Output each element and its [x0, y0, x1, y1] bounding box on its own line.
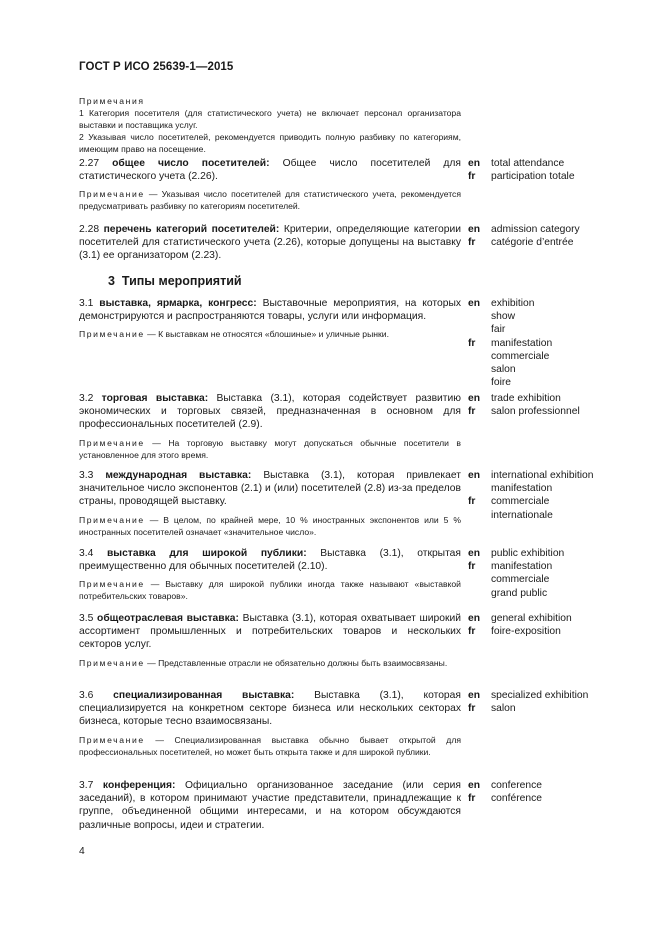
equivalents-3-6: en specialized exhibition fr salon [468, 690, 589, 715]
equivalents-2-28: en admission category fr catégorie d’entrée [468, 224, 580, 249]
note-label: Примечание [79, 189, 145, 200]
page-number: 4 [79, 846, 85, 857]
note-item: 2 Указывая число посетителей, рекомендуется приводить полную разбивку по категориям, имеющим право на посещение. [79, 132, 461, 154]
notes-title: Примечания [79, 96, 145, 106]
entry-3-5: 3.5 общеотраслевая выставка: Выставка (3.1), которая охватывает широкий ассортимент промышленных и потребительских товаров и нескольких секторов услуг. Примечание — Представленные отрасли не обязательно должны быть взаимосвязаны. [79, 613, 461, 668]
entry-3-3: 3.3 международная выставка: Выставка (3.1), которая привлекает значительное число экспонентов (2.1) и (или) посетителей (2.8) из-за пределов страны, проводящей выставку. Примечание — В целом, по крайней мере, 10 % иностранных экспонентов или 5 % иностранных посетителей означает «значительное число». [79, 470, 461, 537]
equivalents-3-5: en general exhibition fr foire-exposition [468, 613, 572, 638]
equivalents-3-4: en public exhibition fr manifestation commerciale grand public [468, 548, 565, 599]
document-header: ГОСТ Р ИСО 25639-1—2015 [79, 61, 234, 73]
entry-2-27 [79, 157, 461, 212]
section-heading: 3 Типы мероприятий [108, 274, 242, 288]
note-item: 1 Категория посетителя (для статистического учета) не включает персонал организатора выставки и поставщика услуг. [79, 108, 461, 130]
entry-3-1: 3.1 выставка, ярмарка, конгресс: Выставочные мероприятия, на которых демонстрируются и распространяются товары, услуги или информация. Примечание — К выставкам не относятся «блошиные» и уличные рынки. [79, 298, 461, 340]
equivalents-2-27: en total attendance fr participation totale [468, 158, 575, 183]
entry-number: 2.27 [79, 158, 100, 169]
notes-top [79, 95, 461, 155]
entry-3-7: 3.7 конференция: Официально организованное заседание (или серия заседаний), в котором принимают участие представители, принадлежащие к группе, объединенной общими интересами, и на котором обсуждаются различные вопросы, идеи и стратегии. [79, 780, 461, 831]
entry-3-2: 3.2 торговая выставка: Выставка (3.1), которая содействует развитию экономических и торговых связей, предназначенная в основном для профессиональных посетителей (2.9). Примечание — На торговую выставку могут допускаться обычные посетители в установленное для этого время. [79, 393, 462, 460]
equivalents-3-7: en conference fr conférence [468, 780, 542, 805]
entry-2-28: 2.28 перечень категорий посетителей: Критерии, определяющие категории посетителей для статистического учета (2.26), которые допущены на выставку (3.1) ее организатором (2.23). [79, 224, 461, 262]
entry-term: общее число посетителей: [112, 158, 270, 169]
equivalents-3-2: en trade exhibition fr salon professionnel [468, 393, 580, 418]
entry-note: — Указывая число посетителей для статистического учета, рекомендуется предусматривать разбивку по категориям посетителей. [79, 189, 461, 212]
entry-3-6: 3.6 специализированная выставка: Выставка (3.1), которая специализируется на конкретном секторе бизнеса или нескольких секторах бизнеса, которые тесно взаимосвязаны. Примечание — Специализированная выставка обычно бывает открытой для профессиональных посетителей, но может быть открыта также и для широкой публики. [79, 690, 461, 757]
entry-3-4: 3.4 выставка для широкой публики: Выставка (3.1), открытая преимущественно для обычных посетителей (2.10). Примечание — Выставку для широкой публики иногда также называют «выставкой потребительских товаров». [79, 548, 461, 602]
equivalents-3-1: en exhibition show fair fr manifestation commerciale salon foire [468, 298, 553, 389]
equivalents-3-3: en international exhibition manifestation fr commerciale internationale [468, 470, 594, 521]
entry-definition: Общее число посетителей для статистического учета (2.26). [79, 158, 461, 183]
